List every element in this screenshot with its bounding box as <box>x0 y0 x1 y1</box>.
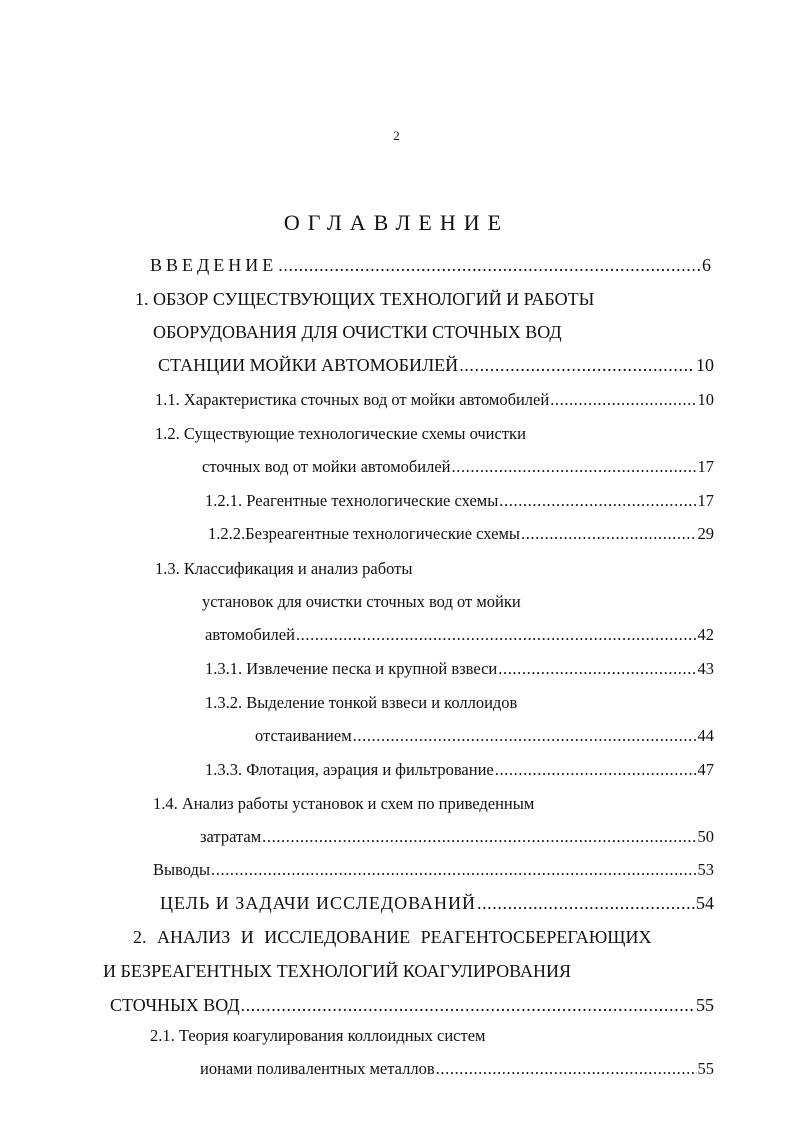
toc-section-1-3-2-line-2 <box>255 721 714 751</box>
toc-entry-text: ВВЕДЕНИЕ <box>150 255 278 275</box>
toc-chapter-1-line-1 <box>135 284 594 314</box>
toc-entry-text: 1.1. Характеристика сточных вод от мойки автомобилей <box>155 390 550 409</box>
toc-entry-text: 1.3. Классификация и анализ работы <box>155 559 413 578</box>
toc-entry-text: 2.1. Теория коагулирования коллоидных систем <box>150 1026 486 1045</box>
toc-section-1-3-1 <box>205 654 714 684</box>
toc-entry-text: ЦЕЛЬ И ЗАДАЧИ ИССЛЕДОВАНИЙ <box>160 893 476 913</box>
toc-leader-dots <box>241 990 695 1020</box>
toc-entry-page: 50 <box>697 827 714 846</box>
toc-entry-text: СТОЧНЫХ ВОД <box>110 995 240 1015</box>
toc-chapter-1-line-2 <box>153 317 562 347</box>
toc-entry-text: СТАНЦИИ МОЙКИ АВТОМОБИЛЕЙ <box>158 355 459 375</box>
toc-entry-text: ОБОРУДОВАНИЯ ДЛЯ ОЧИСТКИ СТОЧНЫХ ВОД <box>153 322 562 342</box>
toc-entry-text: И БЕЗРЕАГЕНТНЫХ ТЕХНОЛОГИЙ КОАГУЛИРОВАНИЯ <box>103 961 571 981</box>
toc-leader-dots <box>459 350 695 380</box>
toc-entry-page: 55 <box>696 995 714 1015</box>
toc-section-2-1-line-1 <box>150 1021 485 1051</box>
toc-entry-page: 6 <box>702 255 715 275</box>
toc-section-2-1-line-2 <box>200 1054 714 1084</box>
toc-leader-dots <box>211 855 696 885</box>
toc-section-1-2-1 <box>205 486 714 516</box>
toc-entry-text: автомобилей <box>205 625 295 644</box>
toc-section-1-2-2 <box>208 519 714 549</box>
toc-entry-text: затратам <box>200 827 262 846</box>
toc-chapter-2-line-1 <box>133 922 715 952</box>
toc-entry-text: ионами поливалентных металлов <box>200 1059 435 1078</box>
toc-chapter-1-line-3 <box>158 350 714 380</box>
toc-leader-dots <box>278 250 701 280</box>
toc-entry-text: 1. ОБЗОР СУЩЕСТВУЮЩИХ ТЕХНОЛОГИЙ И РАБОТЫ <box>135 289 595 309</box>
toc-entry-introduction <box>150 250 715 280</box>
toc-entry-page: 53 <box>697 860 714 879</box>
toc-entry-page: 43 <box>697 659 714 678</box>
toc-entry-page: 47 <box>697 760 714 779</box>
toc-chapter-2-line-2 <box>103 956 571 986</box>
toc-section-1-4-line-2 <box>200 822 714 852</box>
toc-entry-text: 1.2.2.Безреагентные технологические схемы <box>208 524 520 543</box>
toc-entry-page: 42 <box>697 625 714 644</box>
toc-section-1-2-line-2 <box>202 452 714 482</box>
toc-section-1-4-line-1 <box>153 789 534 819</box>
toc-section-1-1 <box>155 385 714 415</box>
toc-entry-page: 55 <box>697 1059 714 1078</box>
toc-entry-text: 1.2.1. Реагентные технологические схемы <box>205 491 499 510</box>
toc-leader-dots <box>477 888 695 918</box>
toc-title: ОГЛАВЛЕНИЕ <box>283 210 510 235</box>
toc-entry-page: 10 <box>696 355 714 375</box>
toc-entry-text: 1.4. Анализ работы установок и схем по приведенным <box>153 794 535 813</box>
toc-section-1-3-line-3 <box>205 620 714 650</box>
toc-entry-text: 2. АНАЛИЗ И ИССЛЕДОВАНИЕ РЕАГЕНТОСБЕРЕГАЮЩИХ <box>133 927 652 947</box>
toc-entry-page: 44 <box>697 726 714 745</box>
toc-entry-text: 1.2. Существующие технологические схемы очистки <box>155 424 526 443</box>
toc-entry-text: Выводы <box>153 860 211 879</box>
toc-leader-dots <box>550 385 696 415</box>
toc-leader-dots <box>499 486 696 516</box>
toc-entry-text: сточных вод от мойки автомобилей <box>202 457 451 476</box>
toc-leader-dots <box>521 519 697 549</box>
toc-entry-page: 29 <box>697 524 714 543</box>
toc-entry-text: отстаиванием <box>255 726 352 745</box>
toc-entry-text: 1.3.1. Извлечение песка и крупной взвеси <box>205 659 498 678</box>
toc-section-1-3-line-1 <box>155 554 412 584</box>
toc-entry-text: 1.3.2. Выделение тонкой взвеси и коллоидов <box>205 693 518 712</box>
toc-leader-dots <box>495 755 697 785</box>
toc-leader-dots <box>452 452 697 482</box>
toc-section-1-3-3 <box>205 755 714 785</box>
toc-leader-dots <box>498 654 696 684</box>
toc-leader-dots <box>262 822 696 852</box>
toc-entry-text: 1.3.3. Флотация, аэрация и фильтрование <box>205 760 494 779</box>
toc-entry-page: 17 <box>697 491 714 510</box>
toc-entry-page: 10 <box>697 390 714 409</box>
toc-section-1-2-line-1 <box>155 419 526 449</box>
toc-entry-text: установок для очистки сточных вод от мойки <box>202 592 521 611</box>
toc-entry-page: 54 <box>696 893 714 913</box>
toc-leader-dots <box>436 1054 697 1084</box>
toc-chapter-2-line-3 <box>110 990 714 1020</box>
toc-section-1-3-line-2 <box>202 587 521 617</box>
toc-entry-goals <box>160 888 714 918</box>
toc-entry-conclusions <box>153 855 714 885</box>
toc-entry-page: 17 <box>697 457 714 476</box>
toc-section-1-3-2-line-1 <box>205 688 517 718</box>
toc-leader-dots <box>353 721 697 751</box>
toc-leader-dots <box>296 620 697 650</box>
page-number: 2 <box>393 128 400 143</box>
